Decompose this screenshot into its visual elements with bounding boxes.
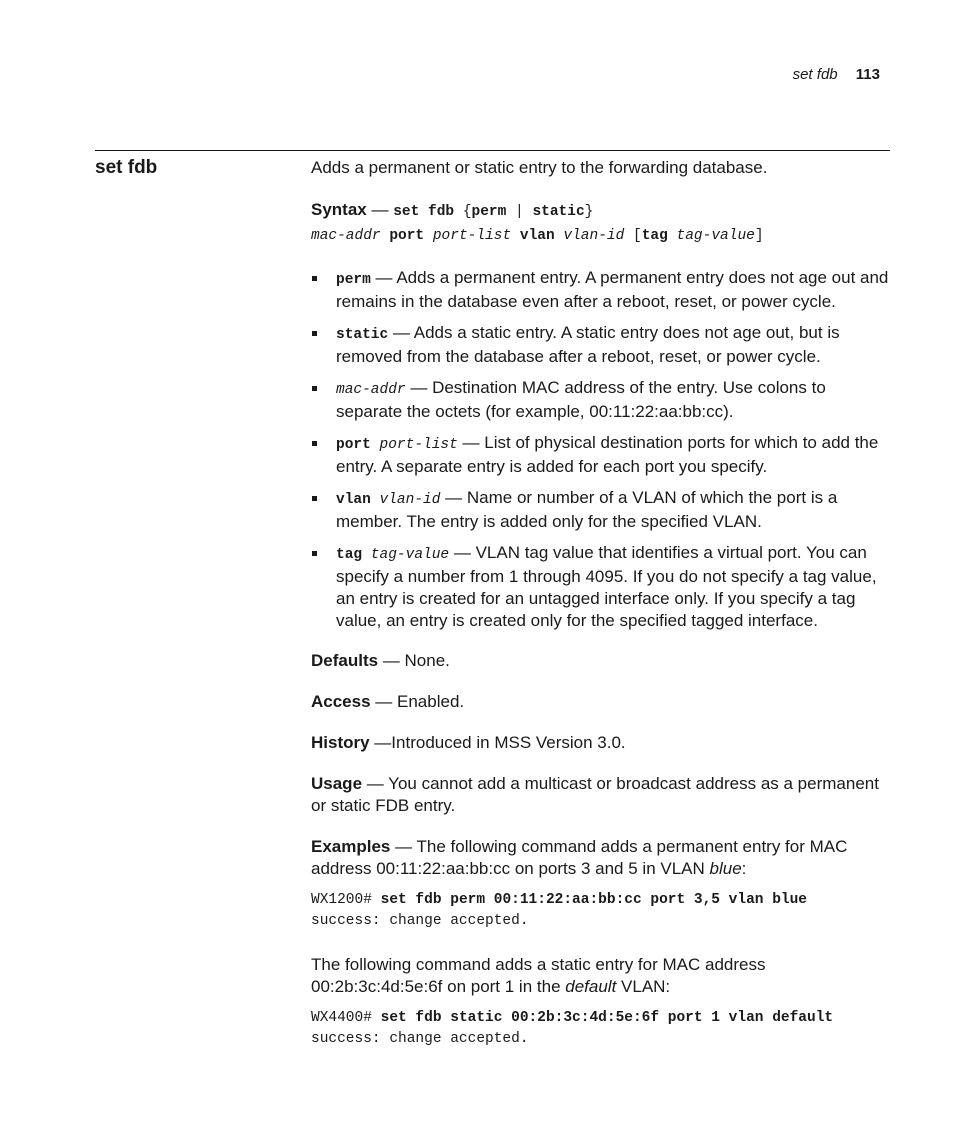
access-label: Access [311, 692, 371, 711]
param-keyword: port [336, 437, 371, 453]
syntax-vlan-id: vlan-id [563, 228, 625, 244]
access-text: — Enabled. [370, 692, 465, 711]
examples-section [311, 836, 891, 880]
running-title: set fdb [792, 66, 838, 83]
syntax-bracket-close: ] [754, 228, 764, 244]
syntax-bracket-open: [ [624, 228, 642, 244]
defaults-text: — None. [378, 651, 450, 670]
param-item-vlan [311, 487, 891, 533]
param-item-tag [311, 542, 891, 632]
syntax-mac-addr: mac-addr [311, 228, 381, 244]
param-keyword: vlan [336, 492, 371, 508]
section-divider [95, 150, 890, 151]
page-header [793, 66, 880, 83]
syntax-static: static [532, 204, 585, 220]
syntax-brace-open: { [454, 204, 472, 220]
param-keyword: tag [336, 547, 363, 563]
syntax-command: set fdb [393, 204, 455, 220]
syntax-tag-value: tag-value [667, 228, 755, 244]
param-argument: mac-addr [336, 382, 406, 398]
syntax-vlan: vlan [511, 228, 564, 244]
example-output-line: success: change accepted. [311, 1031, 529, 1047]
example-output-line: success: change accepted. [311, 913, 529, 929]
param-description: — List of physical destination ports for which to add the entry. A separate entry is added for each port you specify. [336, 433, 879, 476]
examples-text: — The following command adds a permanent entry for MAC address 00:11:22:aa:bb:cc on ports 3 and 5 in VLAN [311, 837, 848, 878]
syntax-pipe: | [506, 204, 533, 220]
examples-label: Examples [311, 837, 391, 856]
defaults-section [311, 650, 891, 672]
section-title: set fdb [95, 157, 158, 178]
param-description: — Destination MAC address of the entry. Use colons to separate the octets (for example, 00:11:22:aa:bb:cc). [336, 378, 826, 421]
history-text: —Introduced in MSS Version 3.0. [369, 733, 626, 752]
history-label: History [311, 733, 370, 752]
param-item-port [311, 432, 891, 478]
cli-command: set fdb perm 00:11:22:aa:bb:cc port 3,5 vlan blue [380, 892, 807, 908]
page-number: 113 [855, 66, 880, 83]
usage-label: Usage [311, 774, 363, 793]
parameter-list [311, 267, 891, 632]
access-section [311, 691, 891, 713]
example2-intro [311, 954, 891, 998]
syntax-port-list: port-list [432, 228, 512, 244]
cli-command: set fdb static 00:2b:3c:4d:5e:6f port 1 vlan default [380, 1010, 834, 1026]
command-body [311, 157, 891, 1050]
usage-text: — You cannot add a multicast or broadcast address as a permanent or static FDB entry. [311, 774, 879, 815]
syntax-tag: tag [641, 228, 668, 244]
usage-section [311, 773, 891, 817]
param-item-static [311, 322, 891, 368]
examples-vlan-name: blue [709, 859, 742, 878]
syntax-args-line [311, 223, 891, 247]
param-description: — Adds a static entry. A static entry does not age out, but is removed from the database after a reboot, reset, or power cycle. [336, 323, 840, 366]
param-keyword: perm [336, 272, 371, 288]
history-section [311, 732, 891, 754]
param-keyword: static [336, 327, 389, 343]
example-code-block-2 [311, 1008, 891, 1050]
cli-prompt: WX1200# [311, 892, 381, 908]
example-code-block-1 [311, 890, 891, 932]
param-description: — VLAN tag value that identifies a virtual port. You can specify a number from 1 through 4095. If you do not specify a tag value, an entry is created for an untagged interface only. If you specify a tag value, an entry is created only for the specified tagged interface. [336, 543, 877, 630]
param-argument: vlan-id [370, 492, 441, 508]
example2-vlan-name: default [565, 977, 617, 996]
syntax-port: port [380, 228, 433, 244]
example2-text: The following command adds a static entry for MAC address 00:2b:3c:4d:5e:6f on port 1 in the [311, 955, 766, 996]
examples-colon: : [741, 859, 747, 878]
param-description: — Name or number of a VLAN of which the port is a member. The entry is added only for the specified VLAN. [336, 488, 838, 531]
cli-prompt: WX4400# [311, 1010, 381, 1026]
param-item-mac-addr [311, 377, 891, 423]
syntax-brace-close: } [584, 204, 594, 220]
syntax-perm: perm [471, 204, 507, 220]
syntax-line [311, 199, 891, 223]
param-description: — Adds a permanent entry. A permanent entry does not age out and remains in the database even after a reboot, reset, or power cycle. [336, 268, 889, 311]
example-command-line [311, 890, 891, 911]
defaults-label: Defaults [311, 651, 379, 670]
param-argument: tag-value [362, 547, 450, 563]
syntax-dash: — [366, 200, 394, 219]
param-argument: port-list [370, 437, 458, 453]
example-command-line [311, 1008, 891, 1029]
syntax-label: Syntax [311, 200, 367, 219]
command-description: Adds a permanent or static entry to the forwarding database. [311, 158, 768, 177]
param-item-perm [311, 267, 891, 313]
example2-suffix: VLAN: [616, 977, 671, 996]
